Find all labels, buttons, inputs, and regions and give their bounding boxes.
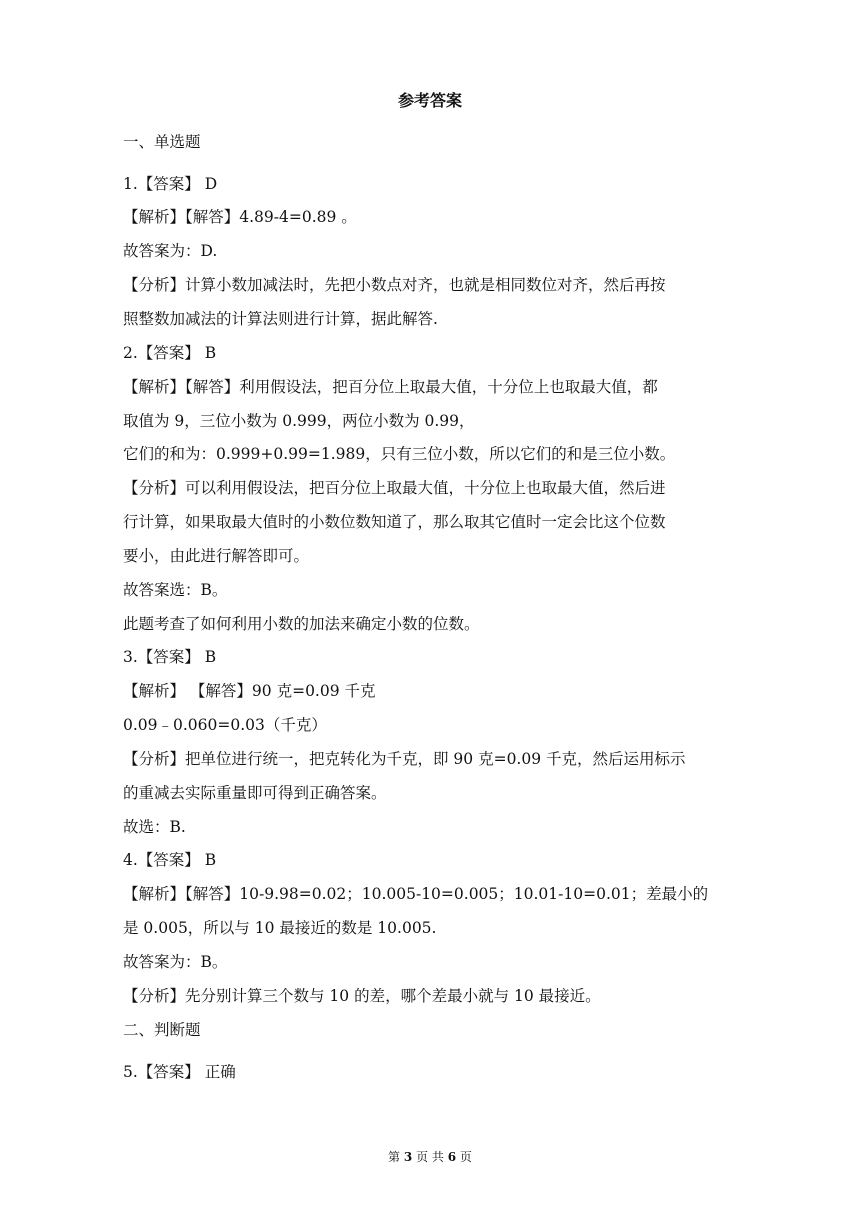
text-line: 【解析】【解答】4.89-4=0.89 。 bbox=[123, 208, 357, 226]
text-line: 此题考查了如何利用小数的加法来确定小数的位数。 bbox=[123, 615, 480, 633]
text-line: 【分析】计算小数加减法时，先把小数点对齐，也就是相同数位对齐，然后再按 bbox=[123, 276, 666, 294]
text-line: 的重减去实际重量即可得到正确答案。 bbox=[123, 784, 387, 802]
answer-line: 4.【答案】 B bbox=[123, 851, 217, 869]
text-line: 故选：B. bbox=[123, 818, 186, 836]
text-line: 故答案为：D. bbox=[123, 242, 218, 260]
text-line: 【解析】【解答】10-9.98=0.02；10.005-10=0.005；10.01-10=0.01；差最小的 bbox=[123, 885, 709, 903]
text-line: 故答案选：B。 bbox=[123, 581, 228, 599]
text-line: 【分析】把单位进行统一，把克转化为千克，即 90 克=0.09 千克，然后运用标示 bbox=[123, 750, 686, 768]
page-title: 参考答案 bbox=[397, 91, 462, 110]
text-line: 照整数加减法的计算法则进行计算，据此解答. bbox=[123, 310, 438, 328]
text-line: 取值为 9，三位小数为 0.999，两位小数为 0.99， bbox=[123, 412, 475, 430]
text-line: 它们的和为：0.999+0.99=1.989，只有三位小数，所以它们的和是三位小数。 bbox=[123, 445, 676, 463]
text-line: 【分析】可以利用假设法，把百分位上取最大值，十分位上也取最大值，然后进 bbox=[123, 479, 666, 497]
answer-line: 2.【答案】 B bbox=[123, 344, 217, 362]
section-heading: 一、单选题 bbox=[123, 133, 201, 151]
current-page-number: 3 bbox=[403, 1150, 413, 1164]
section-heading: 二、判断题 bbox=[123, 1021, 201, 1039]
text-line: 0.09﹣0.060=0.03（千克） bbox=[123, 716, 327, 734]
text-line: 故答案为：B。 bbox=[123, 953, 228, 971]
footer-mid: 页 共 bbox=[416, 1150, 444, 1164]
footer-prefix: 第 bbox=[388, 1150, 401, 1164]
text-line: 【解析】【解答】利用假设法，把百分位上取最大值，十分位上也取最大值，都 bbox=[123, 378, 658, 396]
text-line: 【解析】 【解答】90 克=0.09 千克 bbox=[123, 682, 376, 700]
text-line: 是 0.005，所以与 10 最接近的数是 10.005. bbox=[123, 919, 437, 937]
answer-line: 1.【答案】 D bbox=[123, 175, 218, 193]
answer-line: 5.【答案】 正确 bbox=[123, 1063, 236, 1081]
text-line: 行计算，如果取最大值时的小数位数知道了，那么取其它值时一定会比这个位数 bbox=[123, 513, 666, 531]
answer-line: 3.【答案】 B bbox=[123, 648, 217, 666]
page-footer bbox=[0, 1148, 860, 1165]
total-page-number: 6 bbox=[447, 1150, 457, 1164]
text-line: 要小，由此进行解答即可。 bbox=[123, 547, 310, 565]
footer-suffix: 页 bbox=[459, 1150, 472, 1164]
text-line: 【分析】先分别计算三个数与 10 的差，哪个差最小就与 10 最接近。 bbox=[123, 987, 601, 1005]
